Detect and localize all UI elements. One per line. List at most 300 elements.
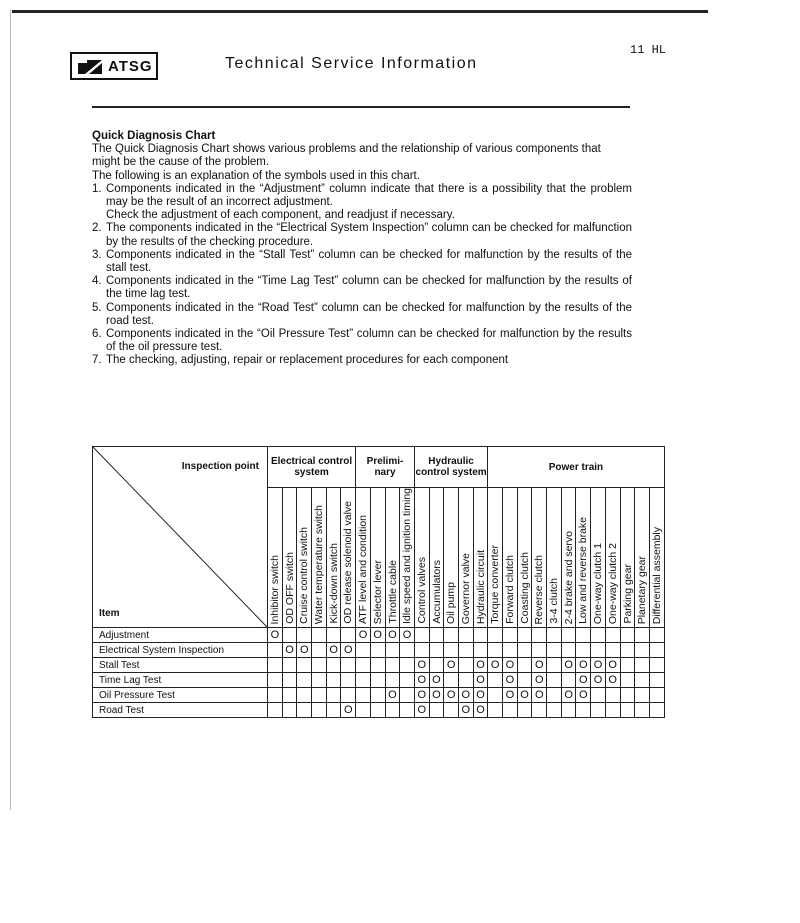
table-cell bbox=[503, 658, 518, 673]
table-cell bbox=[356, 703, 371, 718]
check-mark: O bbox=[476, 659, 485, 672]
component-label: Control valves bbox=[415, 557, 428, 625]
table-cell bbox=[473, 643, 488, 658]
table-cell bbox=[414, 628, 429, 643]
table-cell bbox=[561, 703, 576, 718]
table-cell bbox=[473, 628, 488, 643]
check-mark: O bbox=[446, 659, 456, 672]
component-header bbox=[268, 488, 283, 628]
table-cell bbox=[268, 628, 283, 643]
table-cell bbox=[605, 643, 620, 658]
component-label: Low and reverse brake bbox=[577, 517, 590, 625]
list-item-text: Components indicated in the “Road Test” column can be checked for malfunction by the results of the road test. bbox=[106, 301, 632, 327]
table-cell bbox=[488, 688, 503, 703]
list-item-text: The checking, adjusting, repair or replacement procedures for each component bbox=[106, 354, 509, 367]
check-mark: O bbox=[344, 704, 353, 717]
check-mark: O bbox=[402, 629, 412, 642]
component-header bbox=[312, 488, 327, 628]
table-cell bbox=[312, 673, 327, 688]
row-label: Stall Test bbox=[93, 658, 268, 673]
row-label: Time Lag Test bbox=[93, 673, 268, 688]
row-label: Oil Pressure Test bbox=[93, 688, 268, 703]
check-mark: O bbox=[490, 659, 500, 672]
component-label: Accumulators bbox=[430, 560, 443, 625]
table-cell bbox=[458, 673, 473, 688]
component-header bbox=[532, 488, 547, 628]
table-cell bbox=[458, 703, 473, 718]
component-label: Kick-down switch bbox=[327, 543, 340, 625]
table-cell bbox=[635, 688, 650, 703]
table-cell bbox=[356, 688, 371, 703]
table-cell bbox=[620, 658, 635, 673]
group-header: Hydraulic control system bbox=[414, 447, 487, 488]
component-label: Hydraulic circuit bbox=[474, 549, 487, 625]
check-mark: O bbox=[388, 629, 397, 642]
table-cell bbox=[282, 688, 297, 703]
check-mark: O bbox=[505, 689, 515, 702]
check-mark: O bbox=[270, 629, 280, 642]
table-cell bbox=[312, 628, 327, 643]
table-cell bbox=[473, 658, 488, 673]
table-row bbox=[93, 673, 665, 688]
component-header bbox=[488, 488, 503, 628]
table-cell bbox=[576, 688, 591, 703]
list-item-number: 7. bbox=[92, 354, 102, 367]
table-cell bbox=[268, 688, 283, 703]
table-cell bbox=[268, 673, 283, 688]
list-item bbox=[92, 354, 632, 367]
component-header bbox=[414, 488, 429, 628]
table-cell bbox=[297, 703, 312, 718]
table-cell bbox=[517, 628, 532, 643]
component-header bbox=[297, 488, 312, 628]
symbol-explanation: The following is an explanation of the symbols used in this chart. bbox=[92, 169, 420, 182]
table-cell bbox=[517, 658, 532, 673]
component-label: 2-4 brake and servo bbox=[562, 530, 575, 625]
component-label: Parking gear bbox=[621, 564, 634, 625]
component-header bbox=[620, 488, 635, 628]
check-mark: O bbox=[476, 704, 485, 717]
list-item-text: Components indicated in the “Stall Test” column can be checked for malfunction by the results of the stall test. bbox=[106, 248, 632, 275]
list-item-number: 3. bbox=[92, 248, 102, 261]
table-cell bbox=[605, 688, 620, 703]
check-mark: O bbox=[417, 689, 426, 702]
component-header bbox=[547, 488, 562, 628]
table-cell bbox=[312, 703, 327, 718]
table-cell bbox=[488, 658, 503, 673]
table-cell bbox=[444, 673, 459, 688]
table-cell bbox=[635, 703, 650, 718]
check-mark: O bbox=[579, 674, 588, 687]
list-item-number: 2. bbox=[92, 222, 102, 235]
table-cell bbox=[385, 643, 400, 658]
table-cell bbox=[547, 658, 562, 673]
table-cell bbox=[385, 628, 400, 643]
table-cell bbox=[488, 703, 503, 718]
table-cell bbox=[400, 643, 415, 658]
table-cell bbox=[532, 658, 547, 673]
instruction-list bbox=[92, 183, 632, 368]
table-cell bbox=[635, 643, 650, 658]
table-cell bbox=[429, 628, 444, 643]
group-header: Electrical control system bbox=[268, 447, 356, 488]
table-cell bbox=[635, 628, 650, 643]
component-label: OD release solenoid valve bbox=[342, 501, 355, 625]
check-mark: O bbox=[505, 674, 515, 687]
table-cell bbox=[591, 658, 606, 673]
table-cell bbox=[591, 703, 606, 718]
list-item bbox=[92, 222, 632, 248]
component-label: ATF level and condition bbox=[357, 515, 370, 625]
table-cell bbox=[297, 643, 312, 658]
table-cell bbox=[370, 688, 385, 703]
check-mark: O bbox=[534, 674, 544, 687]
table-cell bbox=[282, 703, 297, 718]
component-header bbox=[635, 488, 650, 628]
check-mark: O bbox=[417, 674, 426, 687]
table-cell bbox=[635, 673, 650, 688]
check-mark: O bbox=[476, 674, 485, 687]
check-mark: O bbox=[417, 704, 426, 717]
table-cell bbox=[517, 703, 532, 718]
table-cell bbox=[458, 688, 473, 703]
intro-section bbox=[92, 130, 632, 368]
table-cell bbox=[488, 628, 503, 643]
table-cell bbox=[561, 688, 576, 703]
table-cell bbox=[341, 643, 356, 658]
table-cell bbox=[312, 643, 327, 658]
component-label: Throttle cable bbox=[386, 560, 399, 625]
page-header-title: Technical Service Information bbox=[225, 55, 478, 72]
header-rule bbox=[92, 106, 630, 108]
list-item-number: 6. bbox=[92, 328, 102, 341]
table-cell bbox=[356, 643, 371, 658]
table-cell bbox=[591, 673, 606, 688]
component-label: One-way clutch 1 bbox=[592, 542, 605, 625]
check-mark: O bbox=[520, 689, 529, 702]
check-mark: O bbox=[476, 689, 485, 702]
list-item bbox=[92, 183, 632, 209]
table-cell bbox=[620, 703, 635, 718]
table-cell bbox=[547, 703, 562, 718]
table-cell bbox=[473, 703, 488, 718]
table-cell bbox=[620, 673, 635, 688]
table-cell bbox=[532, 688, 547, 703]
table-cell bbox=[503, 643, 518, 658]
group-header: Power train bbox=[488, 447, 664, 488]
table-cell bbox=[370, 658, 385, 673]
intro-paragraph: The Quick Diagnosis Chart shows various problems and the relationship of various components that might be the cause of the problem. bbox=[92, 143, 601, 169]
table-cell bbox=[341, 703, 356, 718]
table-cell bbox=[400, 628, 415, 643]
table-cell bbox=[458, 643, 473, 658]
component-header bbox=[576, 488, 591, 628]
table-cell bbox=[326, 628, 341, 643]
table-cell bbox=[282, 673, 297, 688]
component-header bbox=[649, 488, 664, 628]
row-label: Electrical System Inspection bbox=[93, 643, 268, 658]
table-cell bbox=[414, 703, 429, 718]
group-header: Prelimi- nary bbox=[356, 447, 415, 488]
table-cell bbox=[591, 643, 606, 658]
component-label: Inhibitor switch bbox=[269, 554, 281, 625]
table-cell bbox=[547, 688, 562, 703]
table-cell bbox=[385, 688, 400, 703]
component-header bbox=[341, 488, 356, 628]
table-cell bbox=[503, 703, 518, 718]
component-header bbox=[503, 488, 518, 628]
check-mark: O bbox=[564, 659, 573, 672]
table-cell bbox=[561, 658, 576, 673]
table-cell bbox=[312, 658, 327, 673]
list-item bbox=[92, 328, 632, 354]
table-cell bbox=[341, 628, 356, 643]
table-cell bbox=[414, 673, 429, 688]
table-cell bbox=[532, 643, 547, 658]
list-item-number: 5. bbox=[92, 301, 102, 314]
table-cell bbox=[326, 643, 341, 658]
row-label: Road Test bbox=[93, 703, 268, 718]
table-cell bbox=[444, 703, 459, 718]
component-label: Torque converter bbox=[489, 545, 502, 625]
table-cell bbox=[649, 673, 664, 688]
component-label: Differential assembly bbox=[650, 526, 663, 625]
table-cell bbox=[561, 643, 576, 658]
list-item bbox=[92, 209, 632, 222]
table-cell bbox=[414, 643, 429, 658]
component-header bbox=[473, 488, 488, 628]
table-cell bbox=[649, 643, 664, 658]
table-cell bbox=[297, 688, 312, 703]
table-cell bbox=[605, 673, 620, 688]
page-id: 11 HL bbox=[630, 43, 667, 57]
table-cell bbox=[473, 688, 488, 703]
component-header bbox=[429, 488, 444, 628]
table-cell bbox=[297, 673, 312, 688]
table-cell bbox=[576, 703, 591, 718]
component-label: Reverse clutch bbox=[533, 554, 546, 625]
inspection-point-label: Inspection point bbox=[181, 461, 259, 472]
table-row bbox=[93, 688, 665, 703]
left-scan-edge bbox=[10, 10, 11, 810]
table-cell bbox=[429, 658, 444, 673]
row-label: Adjustment bbox=[93, 628, 268, 643]
table-cell bbox=[532, 673, 547, 688]
quick-diagnosis-table bbox=[92, 446, 665, 718]
table-cell bbox=[400, 688, 415, 703]
table-cell bbox=[370, 703, 385, 718]
check-mark: O bbox=[329, 644, 338, 657]
list-item-text: Components indicated in the “Oil Pressure Test” column can be checked for malfunction by the results of the oil pressure test. bbox=[106, 328, 632, 354]
table-cell bbox=[517, 673, 532, 688]
check-mark: O bbox=[285, 644, 294, 657]
component-header bbox=[282, 488, 297, 628]
component-header bbox=[591, 488, 606, 628]
list-item-text: The components indicated in the “Electrical System Inspection” column can be checked for malfunction by the results of the checking procedure. bbox=[106, 222, 632, 248]
list-item-text: Components indicated in the “Adjustment” column indicate that there is a possibility that the problem may be the result of an incorrect adjustment. bbox=[106, 182, 632, 209]
table-cell bbox=[282, 628, 297, 643]
component-label: Selector lever bbox=[371, 559, 384, 625]
component-label: Forward clutch bbox=[504, 555, 516, 625]
table-cell bbox=[385, 703, 400, 718]
check-mark: O bbox=[432, 689, 441, 702]
table-row bbox=[93, 658, 665, 673]
list-item-number: 1. bbox=[92, 182, 102, 195]
check-mark: O bbox=[608, 674, 617, 687]
list-item bbox=[92, 275, 632, 301]
component-label: OD OFF switch bbox=[283, 552, 296, 625]
top-border-line bbox=[12, 10, 708, 13]
check-mark: O bbox=[534, 659, 544, 672]
table-cell bbox=[635, 658, 650, 673]
table-cell bbox=[444, 688, 459, 703]
check-mark: O bbox=[358, 629, 368, 642]
table-cell bbox=[400, 703, 415, 718]
table-cell bbox=[488, 673, 503, 688]
table-row bbox=[93, 628, 665, 643]
table-cell bbox=[341, 658, 356, 673]
table-cell bbox=[444, 628, 459, 643]
component-header bbox=[561, 488, 576, 628]
table-cell bbox=[429, 688, 444, 703]
component-label: Coasting clutch bbox=[518, 552, 531, 625]
table-cell bbox=[649, 628, 664, 643]
table-cell bbox=[547, 643, 562, 658]
component-header bbox=[517, 488, 532, 628]
table-cell bbox=[517, 643, 532, 658]
table-cell bbox=[576, 658, 591, 673]
table-cell bbox=[385, 658, 400, 673]
table-cell bbox=[576, 673, 591, 688]
table-cell bbox=[561, 673, 576, 688]
table-cell bbox=[429, 703, 444, 718]
table-cell bbox=[326, 688, 341, 703]
table-cell bbox=[473, 673, 488, 688]
table-cell bbox=[458, 628, 473, 643]
check-mark: O bbox=[579, 689, 588, 702]
table-cell bbox=[268, 703, 283, 718]
table-cell bbox=[591, 628, 606, 643]
check-mark: O bbox=[505, 659, 515, 672]
table-cell bbox=[268, 643, 283, 658]
table-cell bbox=[503, 673, 518, 688]
component-label: 3-4 clutch bbox=[548, 578, 561, 625]
table-cell bbox=[400, 658, 415, 673]
list-item-number: 4. bbox=[92, 275, 102, 288]
table-cell bbox=[503, 628, 518, 643]
list-item bbox=[92, 249, 632, 275]
table-row bbox=[93, 643, 665, 658]
check-mark: O bbox=[388, 689, 397, 702]
table-cell bbox=[341, 688, 356, 703]
list-item-text: Check the adjustment of each component, and readjust if necessary. bbox=[106, 209, 455, 222]
table-cell bbox=[326, 673, 341, 688]
check-mark: O bbox=[344, 644, 353, 657]
component-label: Governor valve bbox=[459, 552, 472, 625]
table-cell bbox=[326, 703, 341, 718]
check-mark: O bbox=[461, 689, 471, 702]
table-cell bbox=[620, 643, 635, 658]
table-cell bbox=[268, 658, 283, 673]
table-cell bbox=[532, 628, 547, 643]
table-cell bbox=[385, 673, 400, 688]
check-mark: O bbox=[446, 689, 456, 702]
table-cell bbox=[414, 658, 429, 673]
table-cell bbox=[605, 628, 620, 643]
table-cell bbox=[414, 688, 429, 703]
check-mark: O bbox=[579, 659, 588, 672]
component-label: Water temperature switch bbox=[313, 504, 326, 625]
atsg-logo-mark-icon bbox=[77, 57, 103, 75]
table-cell bbox=[532, 703, 547, 718]
list-item-text: Components indicated in the “Time Lag Test” column can be checked for malfunction by the results of the time lag test. bbox=[106, 275, 632, 301]
table-cell bbox=[620, 688, 635, 703]
table-cell bbox=[576, 643, 591, 658]
component-label: One-way clutch 2 bbox=[606, 542, 619, 625]
table-cell bbox=[356, 673, 371, 688]
table-cell bbox=[297, 658, 312, 673]
table-cell bbox=[576, 628, 591, 643]
check-mark: O bbox=[608, 659, 617, 672]
table-cell bbox=[458, 658, 473, 673]
table-cell bbox=[605, 658, 620, 673]
check-mark: O bbox=[534, 689, 544, 702]
table-cell bbox=[282, 643, 297, 658]
table-cell bbox=[297, 628, 312, 643]
table-cell bbox=[547, 673, 562, 688]
component-header bbox=[458, 488, 473, 628]
component-header bbox=[370, 488, 385, 628]
table-cell bbox=[649, 703, 664, 718]
component-header bbox=[385, 488, 400, 628]
component-label: Planetary gear bbox=[636, 555, 649, 625]
check-mark: O bbox=[432, 674, 441, 687]
table-cell bbox=[444, 643, 459, 658]
table-cell bbox=[649, 658, 664, 673]
table-cell bbox=[620, 628, 635, 643]
item-label: Item bbox=[99, 608, 120, 620]
table-cell bbox=[400, 673, 415, 688]
table-cell bbox=[341, 673, 356, 688]
component-label: Idle speed and ignition timing bbox=[401, 488, 414, 625]
component-header bbox=[326, 488, 341, 628]
check-mark: O bbox=[593, 659, 603, 672]
component-header bbox=[400, 488, 415, 628]
table-cell bbox=[605, 703, 620, 718]
table-row bbox=[93, 703, 665, 718]
table-cell bbox=[370, 673, 385, 688]
table-cell bbox=[561, 628, 576, 643]
table-cell bbox=[429, 643, 444, 658]
table-cell bbox=[517, 688, 532, 703]
check-mark: O bbox=[417, 659, 426, 672]
header-corner-cell bbox=[93, 447, 268, 628]
table-cell bbox=[591, 688, 606, 703]
table-cell bbox=[649, 688, 664, 703]
component-label: Cruise control switch bbox=[298, 527, 311, 625]
table-cell bbox=[444, 658, 459, 673]
list-item-number bbox=[92, 209, 106, 222]
table-cell bbox=[312, 688, 327, 703]
component-header bbox=[444, 488, 459, 628]
section-heading: Quick Diagnosis Chart bbox=[92, 130, 216, 142]
diagonal-divider bbox=[93, 447, 267, 627]
logo-text: ATSG bbox=[108, 57, 153, 75]
table-cell bbox=[356, 628, 371, 643]
table-cell bbox=[370, 643, 385, 658]
check-mark: O bbox=[593, 674, 603, 687]
check-mark: O bbox=[373, 629, 382, 642]
